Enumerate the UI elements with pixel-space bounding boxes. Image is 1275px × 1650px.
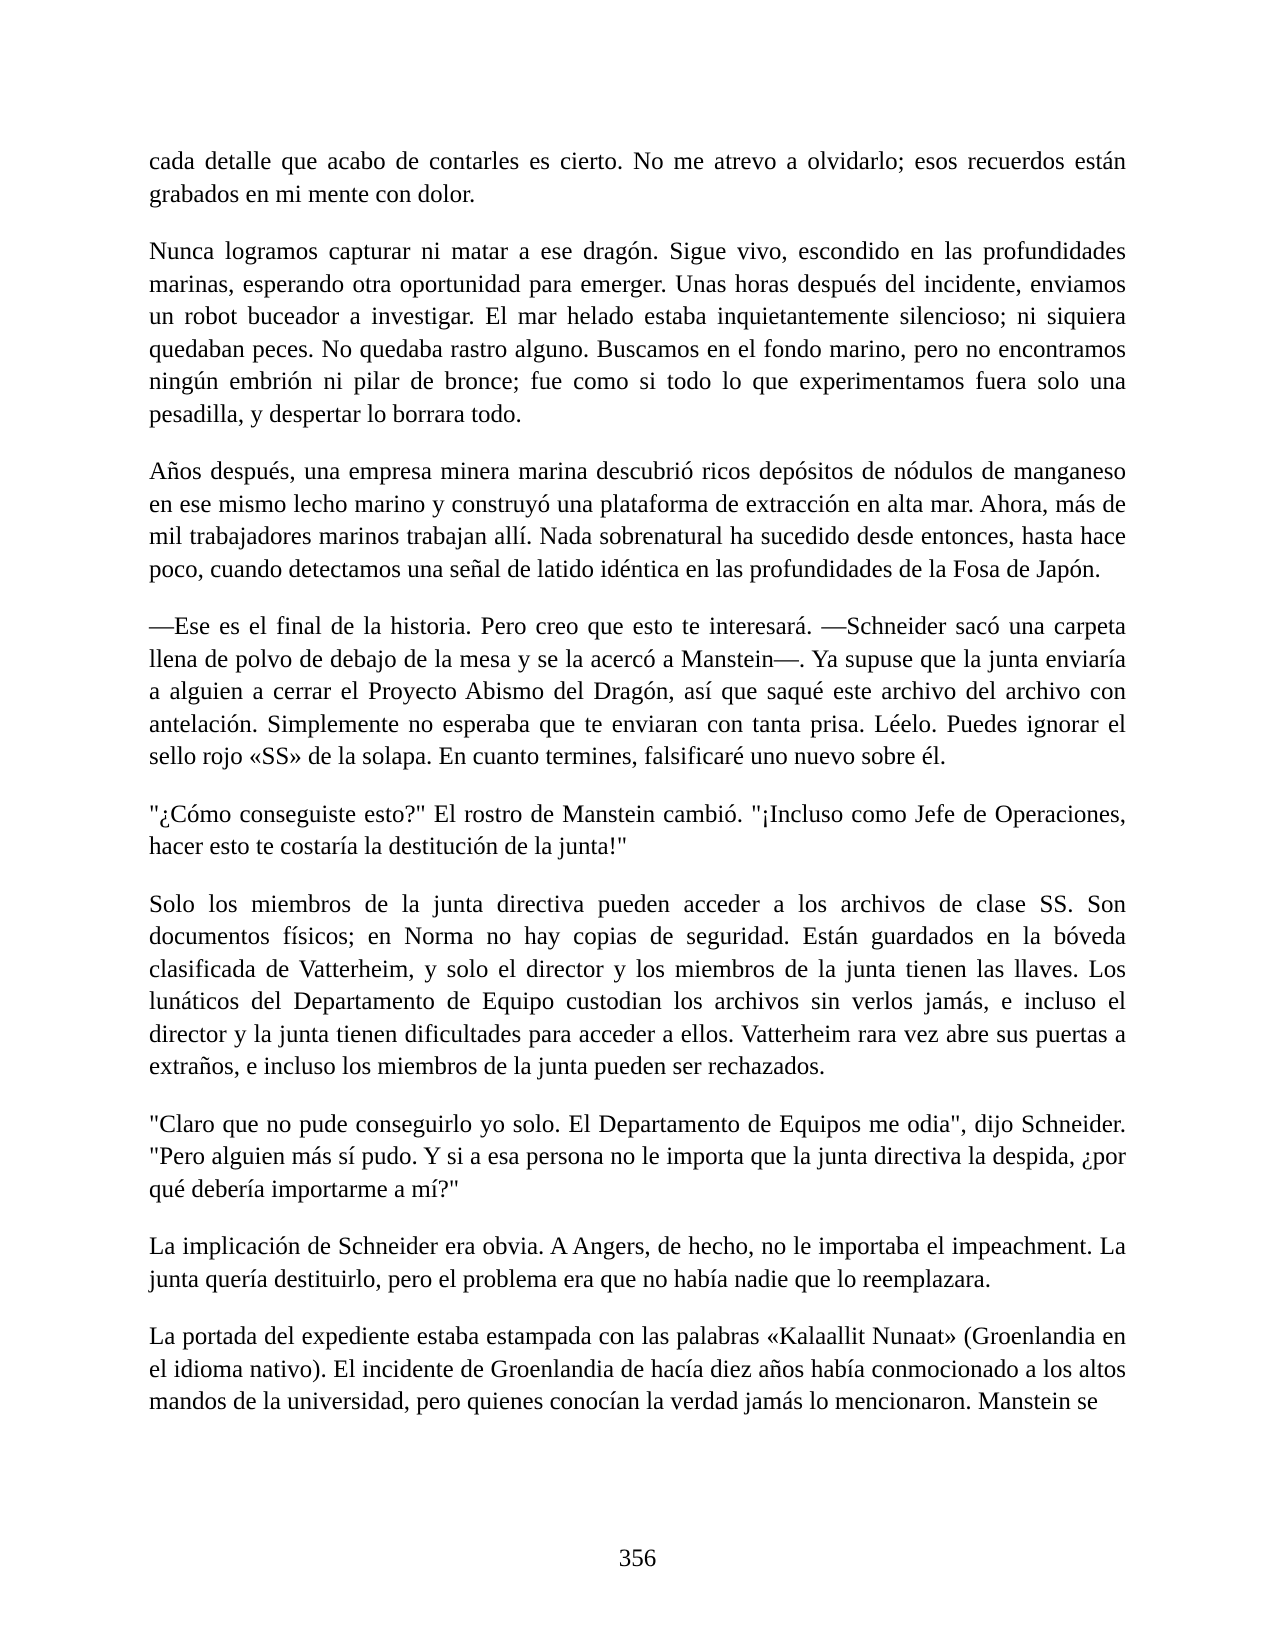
paragraph: Nunca logramos capturar ni matar a ese dragón. Sigue vivo, escondido en las profundidades marinas, esperando otra oportunidad para emerger. Unas horas después del incidente, enviamos un robot buceador a investigar. El mar helado estaba inquietantemente silencioso; ni siquiera quedaban peces. No quedaba rastro alguno. Buscamos en el fondo marino, pero no encontramos ningún embrión ni pilar de bronce; fue como si todo lo que experimentamos fuera solo una pesadilla, y despertar lo borrara todo. xyxy=(149,238,1126,428)
paragraph: Años después, una empresa minera marina descubrió ricos depósitos de nódulos de manganeso en ese mismo lecho marino y construyó una plataforma de extracción en alta mar. Ahora, más de mil trabajadores marinos trabajan allí. Nada sobrenatural ha sucedido desde entonces, hasta hace poco, cuando detectamos una señal de latido idéntica en las profundidades de la Fosa de Japón. xyxy=(149,458,1126,583)
paragraph: Solo los miembros de la junta directiva pueden acceder a los archivos de clase SS. Son documentos físicos; en Norma no hay copias de seguridad. Están guardados en la bóveda clasificada de Vatterheim, y solo el director y los miembros de la junta tienen las llaves. Los lunáticos del Departamento de Equipo custodian los archivos sin verlos jamás, e incluso el director y la junta tienen dificultades para acceder a ellos. Vatterheim rara vez abre sus puertas a extraños, e incluso los miembros de la junta pueden ser rechazados. xyxy=(149,890,1126,1080)
paragraph: La implicación de Schneider era obvia. A Angers, de hecho, no le importaba el impeachment. La junta quería destituirlo, pero el problema era que no había nadie que lo reemplazara. xyxy=(149,1233,1126,1293)
paragraph: "Claro que no pude conseguirlo yo solo. El Departamento de Equipos me odia", dijo Schneider. "Pero alguien más sí pudo. Y si a esa persona no le importa que la junta directiva la despida, ¿por qué debería importarme a mí?" xyxy=(149,1110,1126,1203)
paragraph: cada detalle que acabo de contarles es cierto. No me atrevo a olvidarlo; esos recuerdos están grabados en mi mente con dolor. xyxy=(149,148,1126,208)
paragraph: La portada del expediente estaba estampada con las palabras «Kalaallit Nunaat» (Groenlandia en el idioma nativo). El incidente de Groenlandia de hacía diez años había conmocionado a los altos mandos de la universidad, pero quienes conocían la verdad jamás lo mencionaron. Manstein se xyxy=(149,1323,1126,1415)
page-number: 356 xyxy=(618,1545,657,1572)
paragraph: "¿Cómo conseguiste esto?" El rostro de Manstein cambió. "¡Incluso como Jefe de Operaciones, hacer esto te costaría la destitución de la junta!" xyxy=(149,800,1126,860)
body-text xyxy=(149,146,1126,1444)
paragraph: —Ese es el final de la historia. Pero creo que esto te interesará. —Schneider sacó una carpeta llena de polvo de debajo de la mesa y se la acercó a Manstein—. Ya supuse que la junta enviaría a alguien a cerrar el Proyecto Abismo del Dragón, así que saqué este archivo del archivo con antelación. Simplemente no esperaba que te enviaran con tanta prisa. Léelo. Puedes ignorar el sello rojo «SS» de la solapa. En cuanto termines, falsificaré uno nuevo sobre él. xyxy=(149,613,1126,770)
